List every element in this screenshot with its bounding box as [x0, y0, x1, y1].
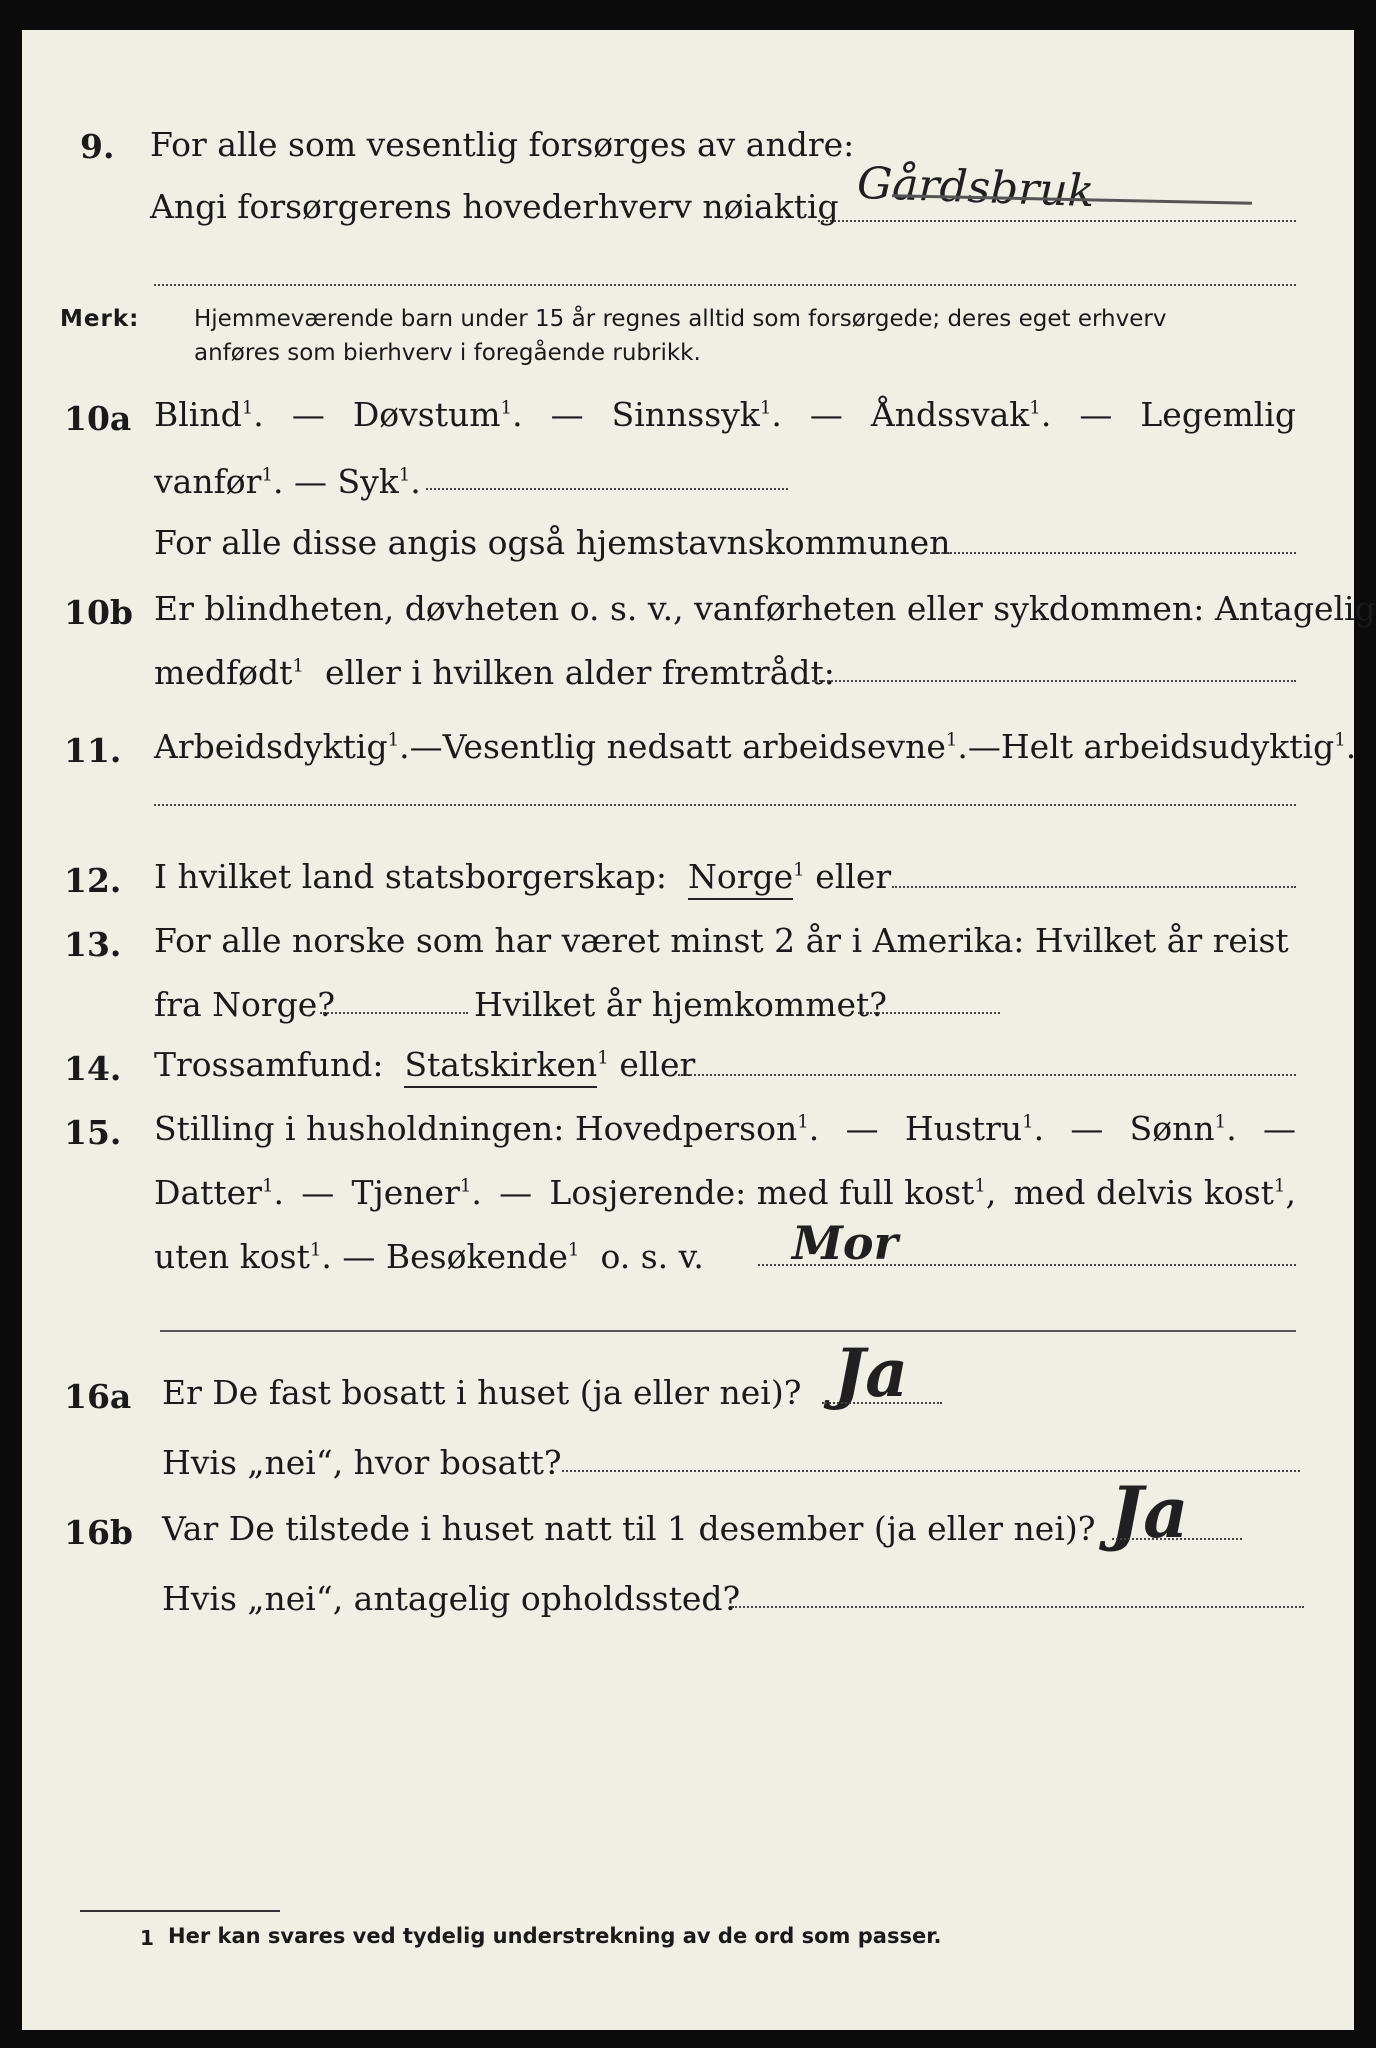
dash: —: [1079, 395, 1113, 434]
q9-line2: Angi forsørgerens hovederhverv nøiaktig: [150, 187, 839, 226]
q15-line1: Stilling i husholdningen: Hovedperson$^1$. — Hustru$^1$. — Sønn$^1$. —: [154, 1109, 1296, 1148]
andssvak-option: Åndssvak$^1$.: [870, 395, 1052, 434]
q16b-opholdssted-line: [732, 1606, 1304, 1608]
q10b-number: 10b: [64, 593, 133, 632]
q13-line2b: Hvilket år hjemkommet?: [474, 985, 887, 1024]
q9-number: 9.: [80, 127, 115, 166]
q15-extra-line: [160, 1330, 1296, 1332]
footnote-mark: 1: [140, 1926, 154, 1950]
q14-line: Trossamfund: Statskirken$^1$ eller: [154, 1048, 695, 1081]
q14-answer-line: [678, 1074, 1296, 1076]
q16b-line1: Var De tilstede i huset natt til 1 desember (ja eller nei)?: [162, 1509, 1096, 1548]
q16a-number: 16a: [64, 1377, 132, 1416]
q16b-handwritten-answer: Ja: [1110, 1471, 1189, 1554]
legemlig-text: Legemlig: [1140, 395, 1296, 434]
sinnssyk-option: Sinnssyk$^1$.: [611, 395, 782, 434]
q13-hjemkommet-line: [858, 1012, 1000, 1014]
q9-answer-line: [818, 220, 1296, 222]
q14-number: 14.: [64, 1049, 122, 1088]
q10b-answer-line: [812, 680, 1296, 682]
q15-handwritten-answer: Mor: [792, 1216, 898, 1270]
q9-extra-line: [154, 284, 1296, 286]
q13-line2a: fra Norge?: [154, 985, 336, 1024]
q9-handwritten-answer: Gårdsbruk: [856, 157, 1096, 218]
q10a-syk-line: [426, 488, 788, 490]
footnote-rule: [80, 1910, 280, 1912]
blind-option: Blind$^1$.: [154, 395, 264, 434]
q10a-number: 10a: [64, 399, 132, 438]
q10a-hjemstavn-line: [930, 552, 1296, 554]
q12-number: 12.: [64, 861, 122, 900]
q16b-answer-line: [1112, 1538, 1242, 1540]
q10a-line2: vanfør$^1$. — Syk$^1$.: [154, 462, 421, 501]
q16b-line2: Hvis „nei“, antagelig opholdssted?: [162, 1579, 741, 1618]
footnote-text: Her kan svares ved tydelig understrekning av de ord som passer.: [168, 1924, 942, 1948]
merk-label: Merk:: [60, 306, 140, 332]
q10b-line2: medfødt$^1$ eller i hvilken alder fremtrådt:: [154, 653, 835, 692]
q11-answer-line: [154, 804, 1296, 806]
dovstum-option: Døvstum$^1$.: [352, 395, 523, 434]
q16a-line2: Hvis „nei“, hvor bosatt?: [162, 1443, 562, 1482]
q16a-handwritten-answer: Ja: [834, 1334, 908, 1412]
q11-line: Arbeidsdyktig$^1$. — Vesentlig nedsatt arbeidsevne$^1$. — Helt arbeidsudyktig$^1$.: [154, 727, 1357, 766]
q15-line2: Datter$^1$. — Tjener$^1$. — Losjerende: med full kost$^1$, med delvis kost$^1$,: [154, 1173, 1296, 1212]
merk-line2: anføres som bierhverv i foregående rubrikk.: [194, 340, 701, 366]
norge-underlined: Norge: [688, 857, 793, 900]
q16a-answer-line: [822, 1402, 942, 1404]
q15-number: 15.: [64, 1113, 122, 1152]
q13-reist-line: [320, 1012, 468, 1014]
q13-number: 13.: [64, 925, 122, 964]
q15-line3: uten kost$^1$. — Besøkende$^1$ o. s. v.: [154, 1237, 704, 1276]
merk-line1: Hjemmeværende barn under 15 år regnes alltid som forsørgede; deres eget erhverv: [194, 306, 1167, 332]
q11-number: 11.: [64, 731, 122, 770]
q12-answer-line: [892, 886, 1296, 888]
q16b-number: 16b: [64, 1513, 133, 1552]
q10a-line3: For alle disse angis også hjemstavnskommunen: [154, 523, 951, 562]
q10a-line1: [154, 395, 1296, 434]
dash: —: [809, 395, 843, 434]
q9-line1: For alle som vesentlig forsørges av andre:: [150, 125, 855, 164]
q16a-line1: Er De fast bosatt i huset (ja eller nei)?: [162, 1373, 802, 1412]
statskirken-underlined: Statskirken: [404, 1045, 597, 1088]
q12-line: I hvilket land statsborgerskap: Norge$^1$ eller: [154, 860, 891, 893]
q16a-bosatt-line: [562, 1470, 1300, 1472]
dash: —: [550, 395, 584, 434]
dash: —: [291, 395, 325, 434]
q10b-line1: Er blindheten, døvheten o. s. v., vanførheten eller sykdommen: Antagelig: [154, 589, 1376, 628]
q13-line1: For alle norske som har været minst 2 år i Amerika: Hvilket år reist: [154, 921, 1289, 960]
census-form-page: [22, 30, 1376, 2030]
